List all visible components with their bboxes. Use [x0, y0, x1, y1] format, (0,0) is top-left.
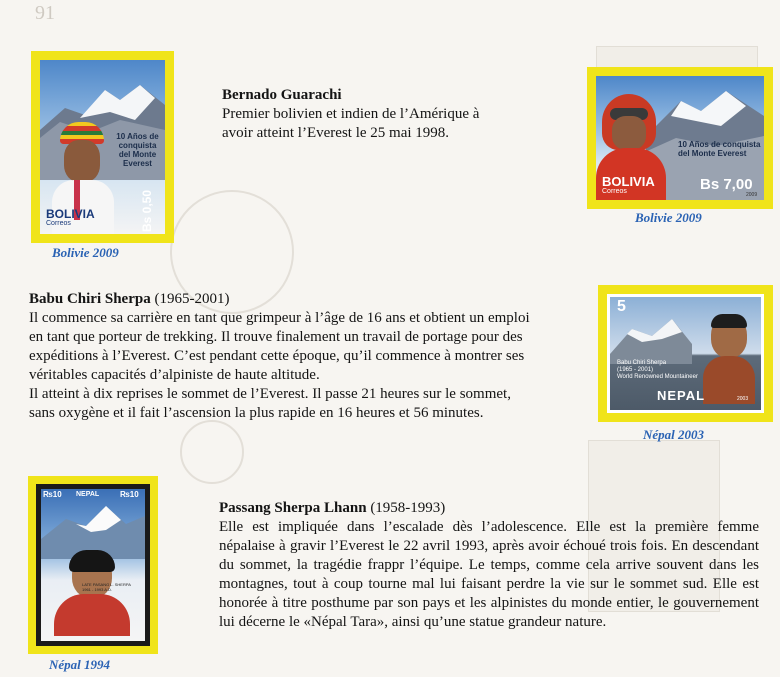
entry-line: Il commence sa carrière en tant que grimpeur à l’âge de 16 ans et obtient un emploi [29, 310, 530, 326]
stamp-caption: Bolivie 2009 [635, 210, 702, 225]
subtitle-line: Everest [123, 159, 152, 168]
entry-dates: (1958-1993) [366, 500, 446, 516]
ghost-page-number: 91 [35, 2, 55, 24]
label-line: World Renowned Mountaineer [617, 374, 698, 380]
ghost-postmark-2 [180, 420, 244, 484]
stamp-postal: Correos [602, 188, 627, 195]
stamp-value: Bs 7,00 [700, 176, 753, 193]
stamp-country: NEPAL [76, 491, 100, 498]
stamp-subtitle [110, 132, 165, 168]
entry-name: Bernado Guarachi [222, 87, 342, 103]
stamp-bolivia-2009-right [587, 67, 773, 209]
stamp-caption: Bolivie 2009 [52, 245, 119, 260]
entry-guarachi [222, 86, 522, 143]
label-line: Babu Chiri Sherpa [617, 360, 667, 366]
stamp-country: BOLIVIA [602, 174, 655, 189]
stamp-year: 2003 [737, 396, 749, 402]
subtitle-line: conquista [118, 141, 157, 150]
label-line: 1961 - 1993 A.D. [82, 587, 113, 592]
stamp-country: BOLIVIA [46, 207, 95, 221]
entry-dates: (1965-2001) [150, 291, 230, 307]
entry-passang-sherpa-lhann [219, 499, 759, 632]
label-line: (1965 - 2001) [617, 367, 654, 373]
entry-line: en tant que porteur de trekking. Il trouve finalement un travail de portage pour des [29, 329, 523, 345]
climber-portrait [52, 554, 132, 636]
stamp-value-right: ₨10 [120, 490, 139, 499]
stamp-artwork [607, 294, 764, 413]
stamp-year: 2009 [746, 192, 758, 198]
entry-name: Babu Chiri Sherpa [29, 291, 151, 307]
entry-line: sans oxygène et il fait l’ascension la plus rapide en 16 heures et 56 minutes. [29, 405, 484, 421]
stamp-artwork [596, 76, 764, 200]
entry-line: avoir atteint l’Everest le 25 mai 1998. [222, 125, 450, 141]
entry-line: Il atteint à dix reprises le sommet de l’Everest. Il passe 21 heures sur le sommet, [29, 386, 511, 402]
stamp-caption: Népal 2003 [643, 427, 705, 442]
stamp-value: 5 [617, 298, 626, 315]
stamp-label [617, 360, 698, 381]
entry-line: Premier bolivien et indien de l’Amérique à [222, 106, 480, 122]
subtitle-line: del Monte [118, 150, 157, 159]
entry-paragraph: Elle est impliquée dans l’escalade dès l’adolescence. Elle est la première femme népalaise à gravir l’Everest le 22 avril 1993, après avoir échoué trois fois. En descendant du sommet, la tragédie frappr l’équipe. Le temps, comme cela arrive souvent dans les montagnes, tout à coup tourne mal lui faisant perdre la vie sur le sommet sud. Elle est honorée à titre posthume par son pays et les alpinistes du monde entier, le gouvernement lui décerne le «Népal Tara», ainsi qu’une statue grandeur nature. [219, 519, 759, 630]
stamp-subtitle [678, 140, 764, 158]
stamp-value: Bs 0,50 [140, 189, 154, 232]
stamp-nepal-1994 [28, 476, 158, 654]
stamp-label [82, 582, 131, 592]
entry-heading [29, 290, 594, 309]
stamp-value-left: ₨10 [43, 490, 62, 499]
entry-babu-chiri-sherpa [29, 290, 594, 423]
entry-line: véritables capacités d’alpiniste de haute altitude. [29, 367, 320, 383]
stamp-nepal-2003 [598, 285, 773, 422]
subtitle-line: 10 Años de conquista [678, 140, 761, 149]
stamp-postal: Correos [46, 220, 71, 227]
label-line: LATE PASANG L. SHERPA [82, 582, 131, 587]
stamp-artwork [36, 484, 150, 646]
stamp-bolivia-2009-left [31, 51, 174, 243]
stamp-caption: Népal 1994 [49, 657, 111, 672]
entry-name: Passang Sherpa Lhann [219, 500, 367, 516]
stamp-country: NEPAL [657, 388, 706, 403]
stamp-artwork [40, 60, 165, 234]
subtitle-line: 10 Años de [116, 132, 159, 141]
entry-heading [219, 499, 759, 518]
entry-line: expéditions à l’Everest. C’est pendant cette époque, qu’il commence à montrer ses [29, 348, 525, 364]
subtitle-line: del Monte Everest [678, 149, 747, 158]
sherpa-portrait [703, 310, 755, 404]
